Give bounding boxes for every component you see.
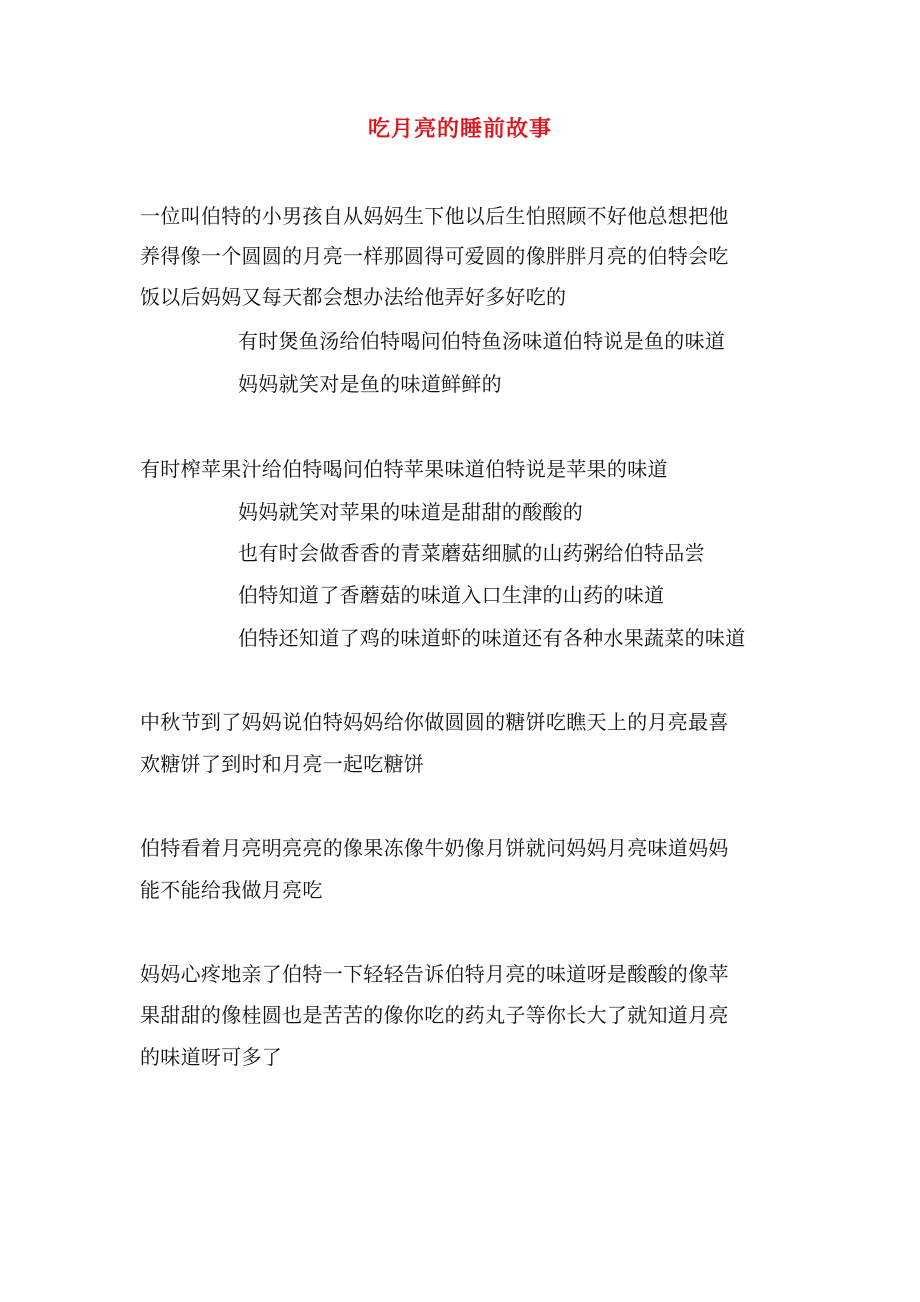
text-line: 能不能给我做月亮吃 bbox=[140, 878, 323, 902]
text-line: 也有时会做香香的青菜蘑菇细腻的山药粥给伯特品尝 bbox=[238, 541, 705, 565]
text-line: 一位叫伯特的小男孩自从妈妈生下他以后生怕照顾不好他总想把他 bbox=[140, 204, 729, 228]
text-line: 的味道呀可多了 bbox=[140, 1045, 283, 1069]
text-line: 养得像一个圆圆的月亮一样那圆得可爱圆的像胖胖月亮的伯特会吃 bbox=[140, 244, 729, 268]
text-line: 伯特还知道了鸡的味道虾的味道还有各种水果蔬菜的味道 bbox=[238, 626, 746, 650]
text-line: 妈妈就笑对是鱼的味道鲜鲜的 bbox=[238, 372, 502, 396]
text-line: 果甜甜的像桂圆也是苦苦的像你吃的药丸子等你长大了就知道月亮 bbox=[140, 1003, 729, 1027]
document-title: 吃月亮的睡前故事 bbox=[367, 116, 552, 142]
text-line: 饭以后妈妈又每天都会想办法给他弄好多好吃的 bbox=[140, 285, 567, 309]
text-line: 有时煲鱼汤给伯特喝问伯特鱼汤味道伯特说是鱼的味道 bbox=[238, 329, 726, 353]
text-line: 有时榨苹果汁给伯特喝问伯特苹果味道伯特说是苹果的味道 bbox=[140, 457, 668, 481]
text-line: 妈妈心疼地亲了伯特一下轻轻告诉伯特月亮的味道呀是酸酸的像苹 bbox=[140, 962, 729, 986]
text-line: 中秋节到了妈妈说伯特妈妈给你做圆圆的糖饼吃瞧天上的月亮最喜 bbox=[140, 710, 729, 734]
text-line: 妈妈就笑对苹果的味道是甜甜的酸酸的 bbox=[238, 500, 584, 524]
text-line: 欢糖饼了到时和月亮一起吃糖饼 bbox=[140, 752, 425, 776]
text-line: 伯特看着月亮明亮亮的像果冻像牛奶像月饼就问妈妈月亮味道妈妈 bbox=[140, 836, 729, 860]
text-line: 伯特知道了香蘑菇的味道入口生津的山药的味道 bbox=[238, 583, 665, 607]
